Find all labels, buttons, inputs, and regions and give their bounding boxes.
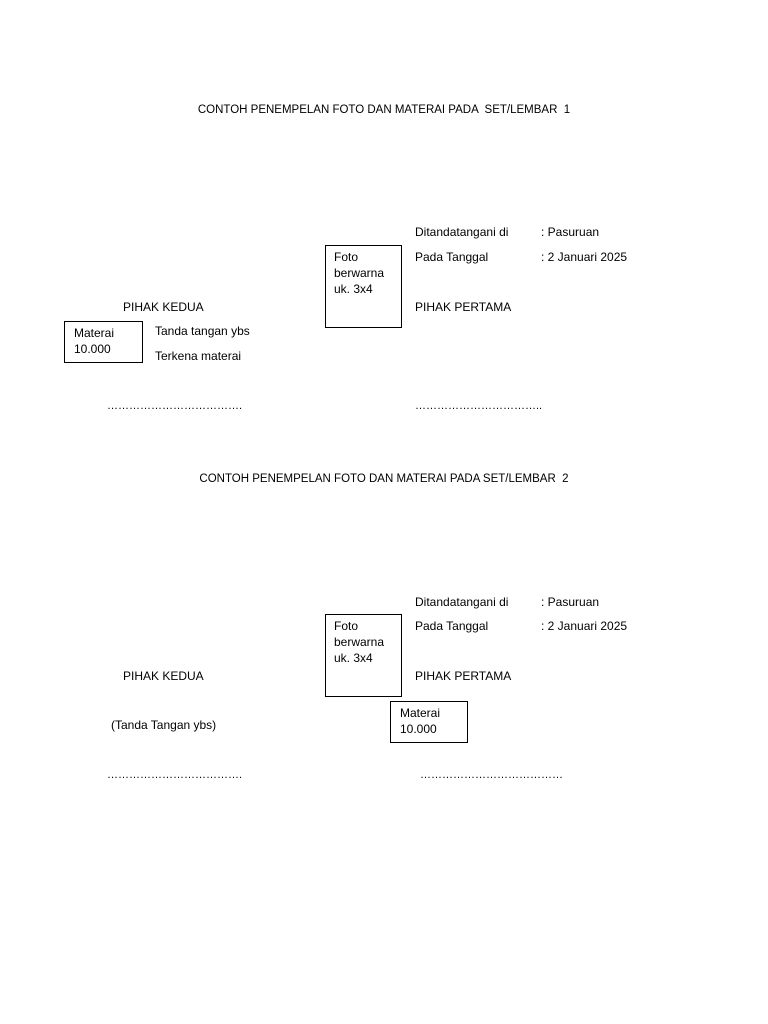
stamp-duty-box: [64, 321, 143, 363]
party-one-signature-line: …………………………………: [420, 769, 563, 781]
party-two-signature-line: ……………………………….: [107, 400, 243, 412]
signature-note-line-1: Tanda tangan ybs: [155, 324, 250, 338]
stamp-duty-text: Materai 10.000: [400, 706, 441, 736]
date-value: : 2 Januari 2025: [541, 619, 628, 633]
photo-placeholder-text: Foto berwarna uk. 3x4: [334, 250, 385, 296]
party-one-label: PIHAK PERTAMA: [415, 300, 512, 314]
party-two-label: PIHAK KEDUA: [123, 300, 204, 314]
photo-placeholder-text: Foto berwarna uk. 3x4: [334, 619, 385, 665]
signed-at-label: Ditandatangani di: [415, 225, 509, 239]
signature-note: (Tanda Tangan ybs): [111, 718, 217, 732]
section-1-title: CONTOH PENEMPELAN FOTO DAN MATERAI PADA SET/LEMBAR 1: [197, 104, 571, 116]
signed-at-value: : Pasuruan: [541, 595, 600, 609]
signature-note-line-2: Terkena materai: [155, 349, 242, 363]
date-label: Pada Tanggal: [415, 250, 489, 264]
signed-at-label: Ditandatangani di: [415, 595, 509, 609]
date-label: Pada Tanggal: [415, 619, 489, 633]
stamp-duty-text: Materai 10.000: [74, 326, 115, 356]
date-value: : 2 Januari 2025: [541, 250, 628, 264]
party-two-signature-line: ……………………………….: [107, 769, 243, 781]
section-2-title: CONTOH PENEMPELAN FOTO DAN MATERAI PADA SET/LEMBAR 2: [199, 473, 569, 485]
party-two-label: PIHAK KEDUA: [123, 669, 204, 683]
stamp-duty-box: [390, 701, 468, 743]
signed-at-value: : Pasuruan: [541, 225, 600, 239]
party-one-signature-line: ……………………………..: [415, 400, 543, 412]
photo-placeholder-box: [325, 614, 402, 697]
party-one-label: PIHAK PERTAMA: [415, 669, 512, 683]
photo-placeholder-box: [325, 245, 402, 328]
